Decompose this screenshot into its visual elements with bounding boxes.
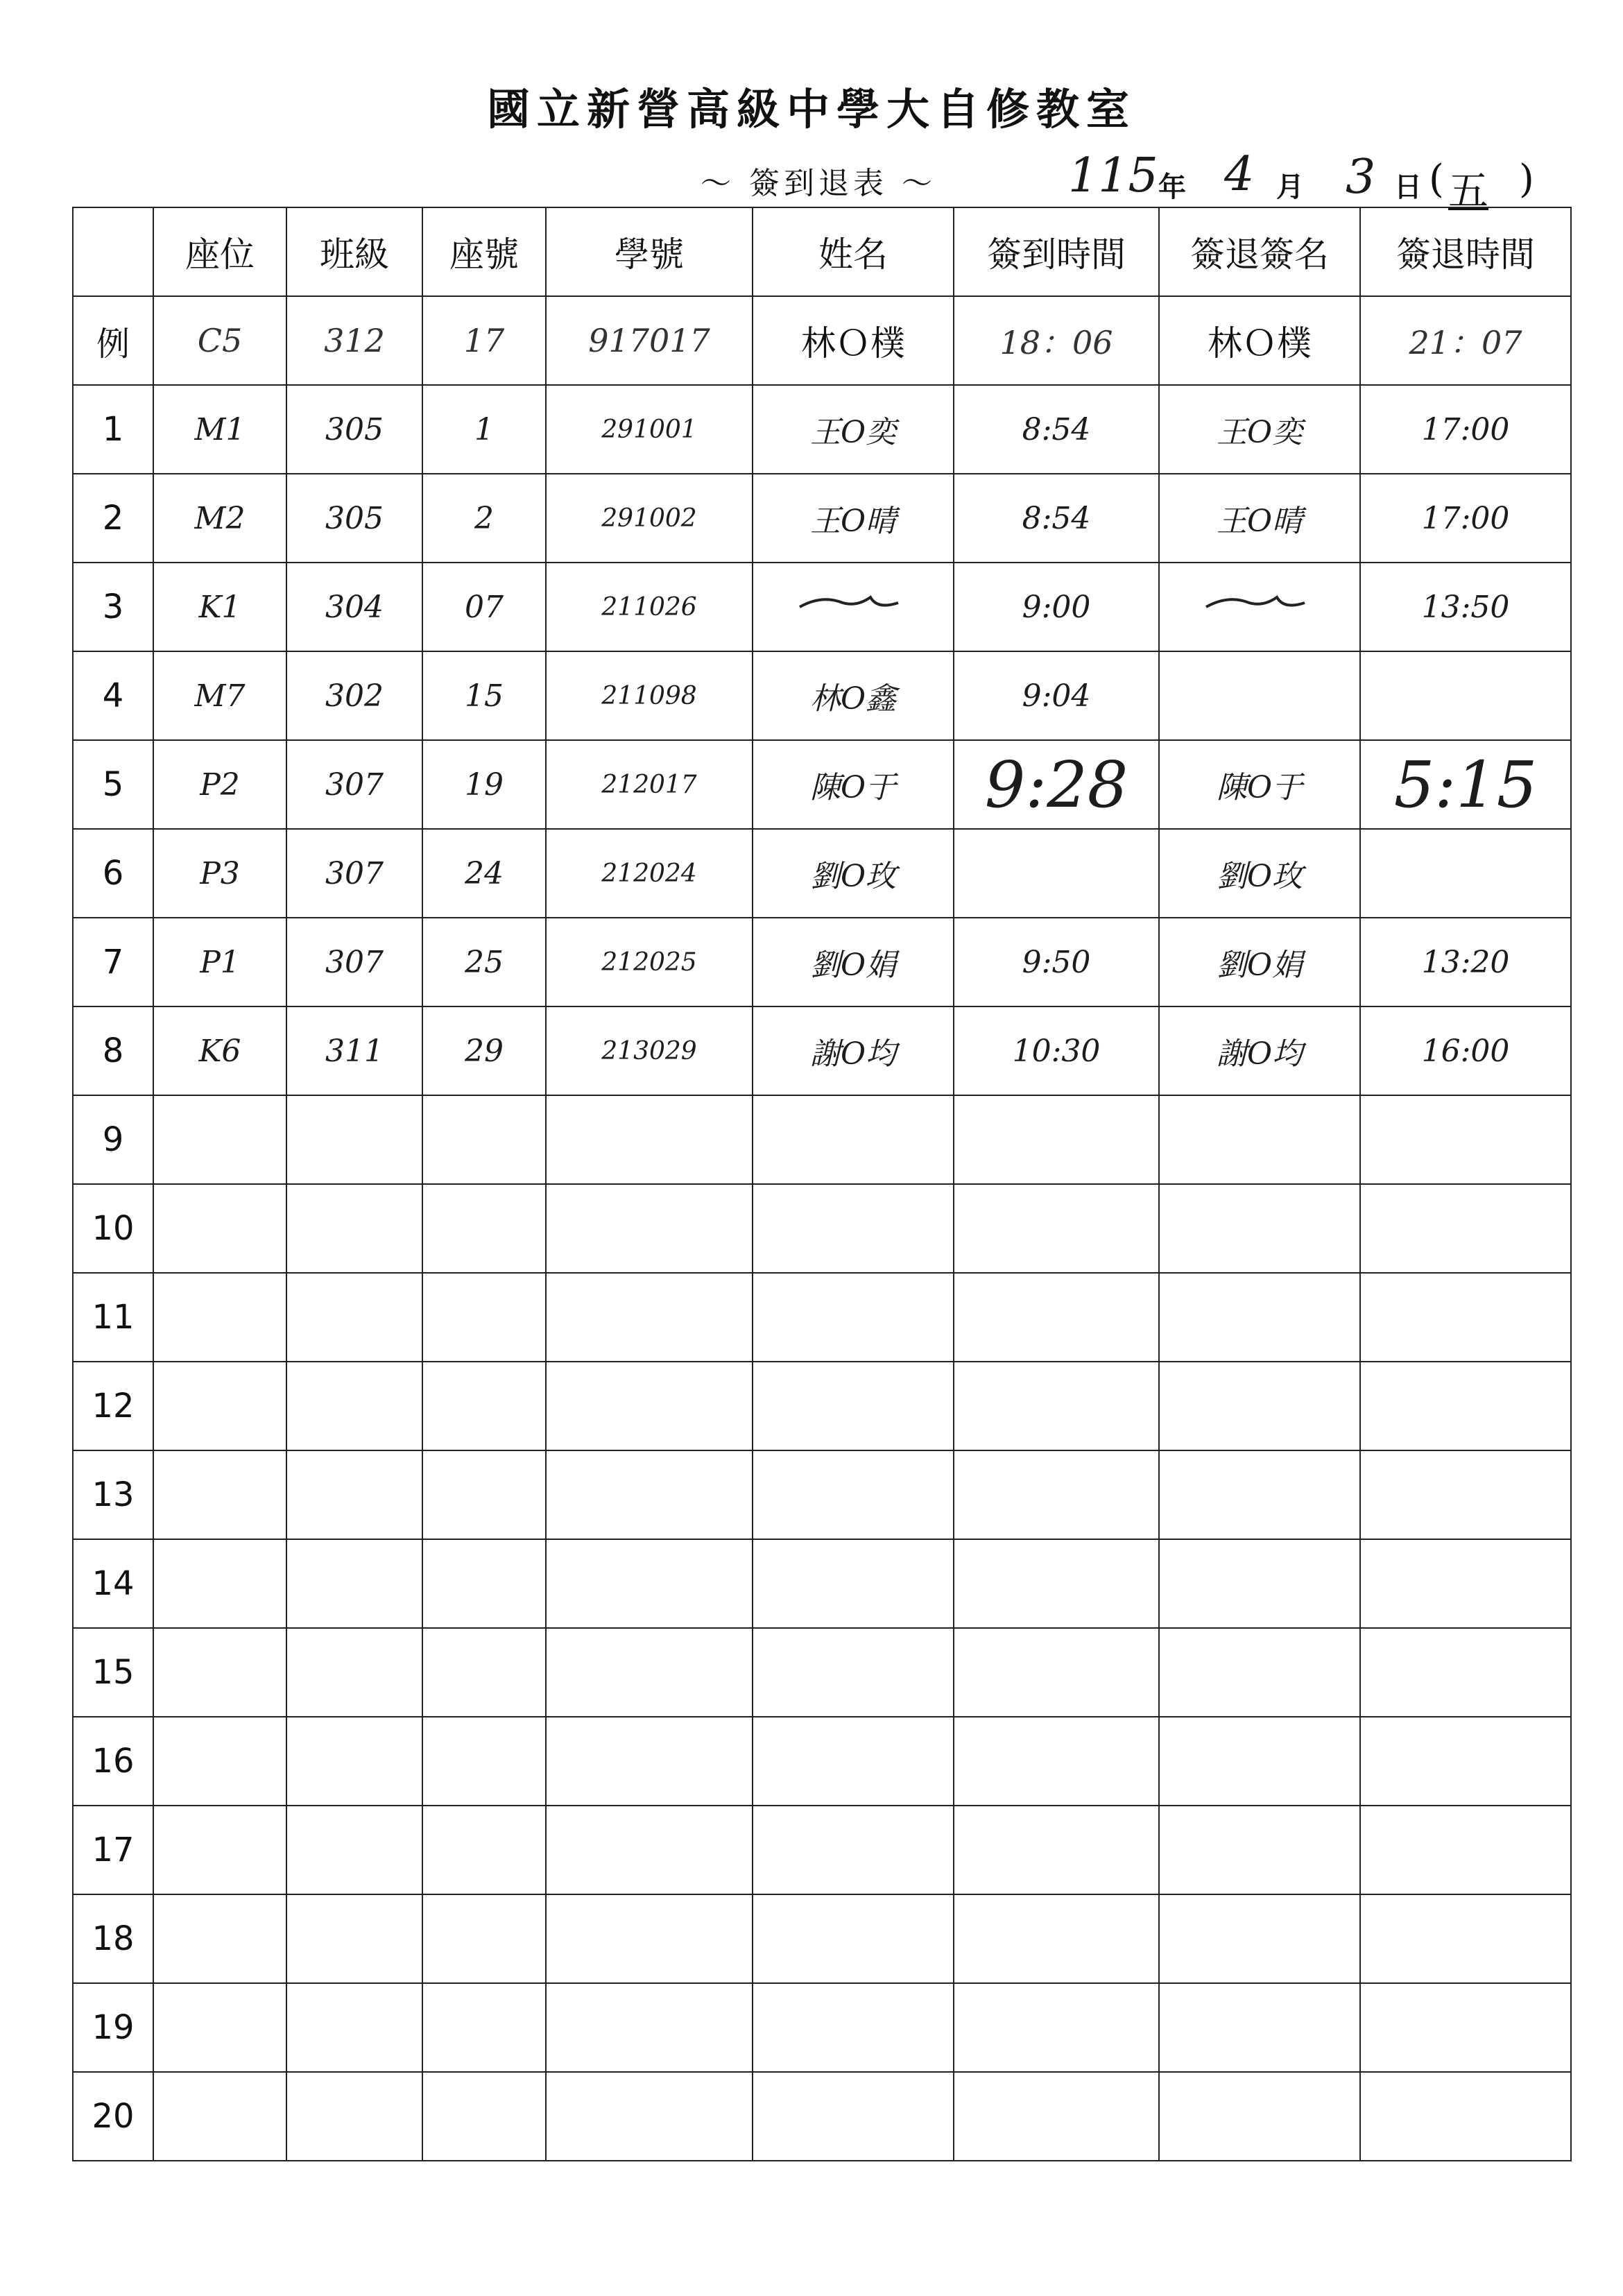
name-cell xyxy=(753,1983,954,2072)
sign-in-time-cell xyxy=(954,1983,1159,2072)
header-sign-in-time: 簽到時間 xyxy=(954,207,1159,296)
name-cell: 王O晴 xyxy=(753,474,954,563)
date-day: 3 xyxy=(1346,150,1376,205)
name-cell: 林O鑫 xyxy=(753,651,954,740)
sign-in-time-cell: 9:28 xyxy=(954,740,1159,829)
sign-out-time-cell xyxy=(1360,1095,1571,1184)
sign-out-signature-cell xyxy=(1159,651,1360,740)
seat-cell xyxy=(153,1539,286,1628)
sign-in-out-table xyxy=(72,207,1572,2161)
row-number-cell: 5 xyxy=(73,740,153,829)
number-cell: 24 xyxy=(422,829,546,918)
class-cell xyxy=(286,1717,422,1806)
sign-in-time-cell: 9:00 xyxy=(954,563,1159,651)
seat-cell: P3 xyxy=(153,829,286,918)
sign-out-signature-cell xyxy=(1159,563,1360,651)
example-name: 林Ｏ樸 xyxy=(753,296,954,385)
number-cell xyxy=(422,2072,546,2161)
name-cell: 陳O于 xyxy=(753,740,954,829)
sign-out-signature-cell xyxy=(1159,1806,1360,1894)
name-cell: 劉O玫 xyxy=(753,829,954,918)
sign-out-time-cell xyxy=(1360,1628,1571,1717)
table-row xyxy=(73,2072,1571,2161)
sign-out-signature-cell xyxy=(1159,1095,1360,1184)
weekday-open-paren: ( xyxy=(1429,157,1444,202)
sign-out-time-cell xyxy=(1360,1717,1571,1806)
form-subtitle: 〜 簽到退表 〜 xyxy=(701,166,936,201)
seat-cell: P1 xyxy=(153,918,286,1006)
student-id-cell xyxy=(546,1362,753,1450)
seat-cell: M1 xyxy=(153,385,286,474)
row-number-cell: 6 xyxy=(73,829,153,918)
sign-in-time-cell xyxy=(954,1450,1159,1539)
example-sign-out-signature: 林Ｏ樸 xyxy=(1159,296,1360,385)
header-sign-out-signature: 簽退簽名 xyxy=(1159,207,1360,296)
sign-out-time-cell: 17:00 xyxy=(1360,474,1571,563)
date-day-label: 日 xyxy=(1394,171,1422,203)
row-number-cell: 11 xyxy=(73,1273,153,1362)
class-cell xyxy=(286,1983,422,2072)
name-cell xyxy=(753,1717,954,1806)
number-cell xyxy=(422,1806,546,1894)
student-id-cell xyxy=(546,1273,753,1362)
sign-out-signature-cell xyxy=(1159,1450,1360,1539)
table-row xyxy=(73,1006,1571,1095)
sign-out-signature-cell xyxy=(1159,1717,1360,1806)
sign-out-time-cell xyxy=(1360,1273,1571,1362)
signature-scribble xyxy=(1201,586,1319,621)
date-year: 115 xyxy=(1068,148,1158,203)
sign-in-time-cell: 9:50 xyxy=(954,918,1159,1006)
name-cell: 王O奕 xyxy=(753,385,954,474)
student-id-cell xyxy=(546,1983,753,2072)
table-row xyxy=(73,1273,1571,1362)
number-cell: 29 xyxy=(422,1006,546,1095)
sign-in-time-cell xyxy=(954,1095,1159,1184)
class-cell: 304 xyxy=(286,563,422,651)
number-cell: 1 xyxy=(422,385,546,474)
student-id-cell: 212024 xyxy=(546,829,753,918)
header-row xyxy=(73,207,1571,296)
header-name: 姓名 xyxy=(753,207,954,296)
table-row xyxy=(73,918,1571,1006)
example-seat: C5 xyxy=(153,296,286,385)
sign-in-time-cell: 8:54 xyxy=(954,385,1159,474)
name-cell xyxy=(753,1362,954,1450)
student-id-cell: 213029 xyxy=(546,1006,753,1095)
sign-out-time-cell: 13:50 xyxy=(1360,563,1571,651)
student-id-cell xyxy=(546,1539,753,1628)
row-number-cell: 15 xyxy=(73,1628,153,1717)
row-number-cell: 3 xyxy=(73,563,153,651)
class-cell xyxy=(286,1095,422,1184)
example-sign-out-time: 21：07 xyxy=(1360,296,1571,385)
sign-in-time-cell xyxy=(954,829,1159,918)
table-row xyxy=(73,1095,1571,1184)
class-cell xyxy=(286,2072,422,2161)
example-number: 17 xyxy=(422,296,546,385)
seat-cell xyxy=(153,2072,286,2161)
sign-out-signature-cell xyxy=(1159,1894,1360,1983)
seat-cell xyxy=(153,1894,286,1983)
sign-in-time-cell xyxy=(954,1806,1159,1894)
seat-cell: K6 xyxy=(153,1006,286,1095)
sign-out-signature-cell xyxy=(1159,2072,1360,2161)
row-number-cell: 10 xyxy=(73,1184,153,1273)
example-row xyxy=(73,296,1571,385)
table-row xyxy=(73,385,1571,474)
subtitle-row xyxy=(0,147,1623,214)
sign-in-time-cell: 10:30 xyxy=(954,1006,1159,1095)
student-id-cell xyxy=(546,1806,753,1894)
name-cell xyxy=(753,2072,954,2161)
table-row xyxy=(73,1450,1571,1539)
sign-out-time-cell: 5:15 xyxy=(1360,740,1571,829)
table-row xyxy=(73,1717,1571,1806)
row-number-cell: 4 xyxy=(73,651,153,740)
class-cell xyxy=(286,1362,422,1450)
class-cell: 305 xyxy=(286,385,422,474)
sign-out-time-cell xyxy=(1360,1806,1571,1894)
seat-cell xyxy=(153,1806,286,1894)
number-cell xyxy=(422,1362,546,1450)
row-number-cell: 2 xyxy=(73,474,153,563)
class-cell xyxy=(286,1450,422,1539)
seat-cell: M2 xyxy=(153,474,286,563)
number-cell: 15 xyxy=(422,651,546,740)
student-id-cell xyxy=(546,1894,753,1983)
row-number-cell: 9 xyxy=(73,1095,153,1184)
seat-cell xyxy=(153,1983,286,2072)
seat-cell xyxy=(153,1362,286,1450)
table-row xyxy=(73,1806,1571,1894)
row-number-cell: 7 xyxy=(73,918,153,1006)
table-row xyxy=(73,829,1571,918)
class-cell: 307 xyxy=(286,829,422,918)
name-cell xyxy=(753,1806,954,1894)
name-cell xyxy=(753,563,954,651)
name-cell xyxy=(753,1628,954,1717)
student-id-cell: 212025 xyxy=(546,918,753,1006)
number-cell xyxy=(422,1273,546,1362)
sign-out-time-cell xyxy=(1360,1362,1571,1450)
sign-out-time-cell xyxy=(1360,1983,1571,2072)
name-cell: 謝O均 xyxy=(753,1006,954,1095)
seat-cell: M7 xyxy=(153,651,286,740)
class-cell: 307 xyxy=(286,918,422,1006)
name-cell xyxy=(753,1894,954,1983)
row-number-cell: 19 xyxy=(73,1983,153,2072)
row-number-cell: 1 xyxy=(73,385,153,474)
sign-out-time-cell xyxy=(1360,2072,1571,2161)
class-cell: 311 xyxy=(286,1006,422,1095)
sign-in-time-cell xyxy=(954,2072,1159,2161)
class-cell xyxy=(286,1539,422,1628)
sign-in-time-cell xyxy=(954,1539,1159,1628)
sign-out-time-cell xyxy=(1360,1450,1571,1539)
class-cell xyxy=(286,1273,422,1362)
student-id-cell: 291001 xyxy=(546,385,753,474)
number-cell: 25 xyxy=(422,918,546,1006)
name-cell: 劉O娟 xyxy=(753,918,954,1006)
student-id-cell xyxy=(546,1717,753,1806)
sign-out-signature-cell xyxy=(1159,1628,1360,1717)
seat-cell xyxy=(153,1717,286,1806)
table-row xyxy=(73,740,1571,829)
name-cell xyxy=(753,1539,954,1628)
sign-out-signature-cell xyxy=(1159,1362,1360,1450)
table-row xyxy=(73,1983,1571,2072)
seat-cell xyxy=(153,1184,286,1273)
sign-in-time-cell xyxy=(954,1362,1159,1450)
class-cell: 305 xyxy=(286,474,422,563)
sign-out-signature-cell xyxy=(1159,1273,1360,1362)
signature-scribble xyxy=(794,586,912,621)
date-year-label: 年 xyxy=(1158,171,1186,203)
row-number-cell: 17 xyxy=(73,1806,153,1894)
number-cell xyxy=(422,1184,546,1273)
seat-cell xyxy=(153,1450,286,1539)
table-row xyxy=(73,1628,1571,1717)
student-id-cell: 211026 xyxy=(546,563,753,651)
number-cell xyxy=(422,1095,546,1184)
number-cell: 2 xyxy=(422,474,546,563)
example-sign-in-time: 18：06 xyxy=(954,296,1159,385)
sign-in-time-cell xyxy=(954,1628,1159,1717)
table-row xyxy=(73,1184,1571,1273)
sign-in-time-cell xyxy=(954,1717,1159,1806)
sign-out-signature-cell: 陳O于 xyxy=(1159,740,1360,829)
row-number-cell: 8 xyxy=(73,1006,153,1095)
seat-cell: P2 xyxy=(153,740,286,829)
sign-out-signature-cell: 謝O均 xyxy=(1159,1006,1360,1095)
example-label: 例 xyxy=(73,296,153,385)
sign-out-time-cell: 16:00 xyxy=(1360,1006,1571,1095)
number-cell xyxy=(422,1539,546,1628)
class-cell xyxy=(286,1806,422,1894)
student-id-cell xyxy=(546,1450,753,1539)
number-cell: 07 xyxy=(422,563,546,651)
row-number-cell: 12 xyxy=(73,1362,153,1450)
sign-out-signature-cell xyxy=(1159,1983,1360,2072)
student-id-cell xyxy=(546,1628,753,1717)
table-row xyxy=(73,474,1571,563)
sign-out-signature-cell: 劉O玫 xyxy=(1159,829,1360,918)
header-sign-out-time: 簽退時間 xyxy=(1360,207,1571,296)
date-month-label: 月 xyxy=(1276,171,1304,203)
sign-out-time-cell xyxy=(1360,651,1571,740)
sign-out-time-cell xyxy=(1360,1894,1571,1983)
sign-out-time-cell: 13:20 xyxy=(1360,918,1571,1006)
number-cell: 19 xyxy=(422,740,546,829)
sign-out-signature-cell: 王O奕 xyxy=(1159,385,1360,474)
name-cell xyxy=(753,1450,954,1539)
student-id-cell: 212017 xyxy=(546,740,753,829)
sign-in-time-cell: 8:54 xyxy=(954,474,1159,563)
sign-in-time-cell xyxy=(954,1894,1159,1983)
number-cell xyxy=(422,1450,546,1539)
date-weekday: 五 xyxy=(1448,167,1489,214)
seat-cell: K1 xyxy=(153,563,286,651)
header-index xyxy=(73,207,153,296)
header-student-id: 學號 xyxy=(546,207,753,296)
sign-out-time-cell xyxy=(1360,1539,1571,1628)
table-row xyxy=(73,651,1571,740)
row-number-cell: 16 xyxy=(73,1717,153,1806)
class-cell xyxy=(286,1184,422,1273)
name-cell xyxy=(753,1273,954,1362)
sign-out-time-cell: 17:00 xyxy=(1360,385,1571,474)
header-number: 座號 xyxy=(422,207,546,296)
sign-out-time-cell xyxy=(1360,829,1571,918)
student-id-cell: 211098 xyxy=(546,651,753,740)
sign-in-time-cell xyxy=(954,1184,1159,1273)
sign-in-time-cell: 9:04 xyxy=(954,651,1159,740)
example-class: 312 xyxy=(286,296,422,385)
date-line xyxy=(1068,147,1554,214)
student-id-cell: 291002 xyxy=(546,474,753,563)
sign-in-time-cell xyxy=(954,1273,1159,1362)
student-id-cell xyxy=(546,1095,753,1184)
sign-out-time-cell xyxy=(1360,1184,1571,1273)
sign-out-signature-cell: 劉O娟 xyxy=(1159,918,1360,1006)
number-cell xyxy=(422,1983,546,2072)
student-id-cell xyxy=(546,2072,753,2161)
class-cell xyxy=(286,1894,422,1983)
table-row xyxy=(73,1894,1571,1983)
header-seat: 座位 xyxy=(153,207,286,296)
page-title: 國立新營高級中學大自修教室 xyxy=(486,84,1136,135)
date-month: 4 xyxy=(1224,147,1255,202)
number-cell xyxy=(422,1894,546,1983)
header-class: 班級 xyxy=(286,207,422,296)
row-number-cell: 13 xyxy=(73,1450,153,1539)
seat-cell xyxy=(153,1095,286,1184)
row-number-cell: 18 xyxy=(73,1894,153,1983)
name-cell xyxy=(753,1184,954,1273)
class-cell: 307 xyxy=(286,740,422,829)
sign-out-signature-cell xyxy=(1159,1184,1360,1273)
table-row xyxy=(73,1539,1571,1628)
table-row xyxy=(73,563,1571,651)
number-cell xyxy=(422,1717,546,1806)
example-student-id: 917017 xyxy=(546,296,753,385)
number-cell xyxy=(422,1628,546,1717)
sign-out-signature-cell: 王O晴 xyxy=(1159,474,1360,563)
row-number-cell: 14 xyxy=(73,1539,153,1628)
name-cell xyxy=(753,1095,954,1184)
weekday-close-paren: ) xyxy=(1519,157,1534,202)
class-cell xyxy=(286,1628,422,1717)
sign-out-signature-cell xyxy=(1159,1539,1360,1628)
seat-cell xyxy=(153,1628,286,1717)
student-id-cell xyxy=(546,1184,753,1273)
row-number-cell: 20 xyxy=(73,2072,153,2161)
class-cell: 302 xyxy=(286,651,422,740)
seat-cell xyxy=(153,1273,286,1362)
table-row xyxy=(73,1362,1571,1450)
